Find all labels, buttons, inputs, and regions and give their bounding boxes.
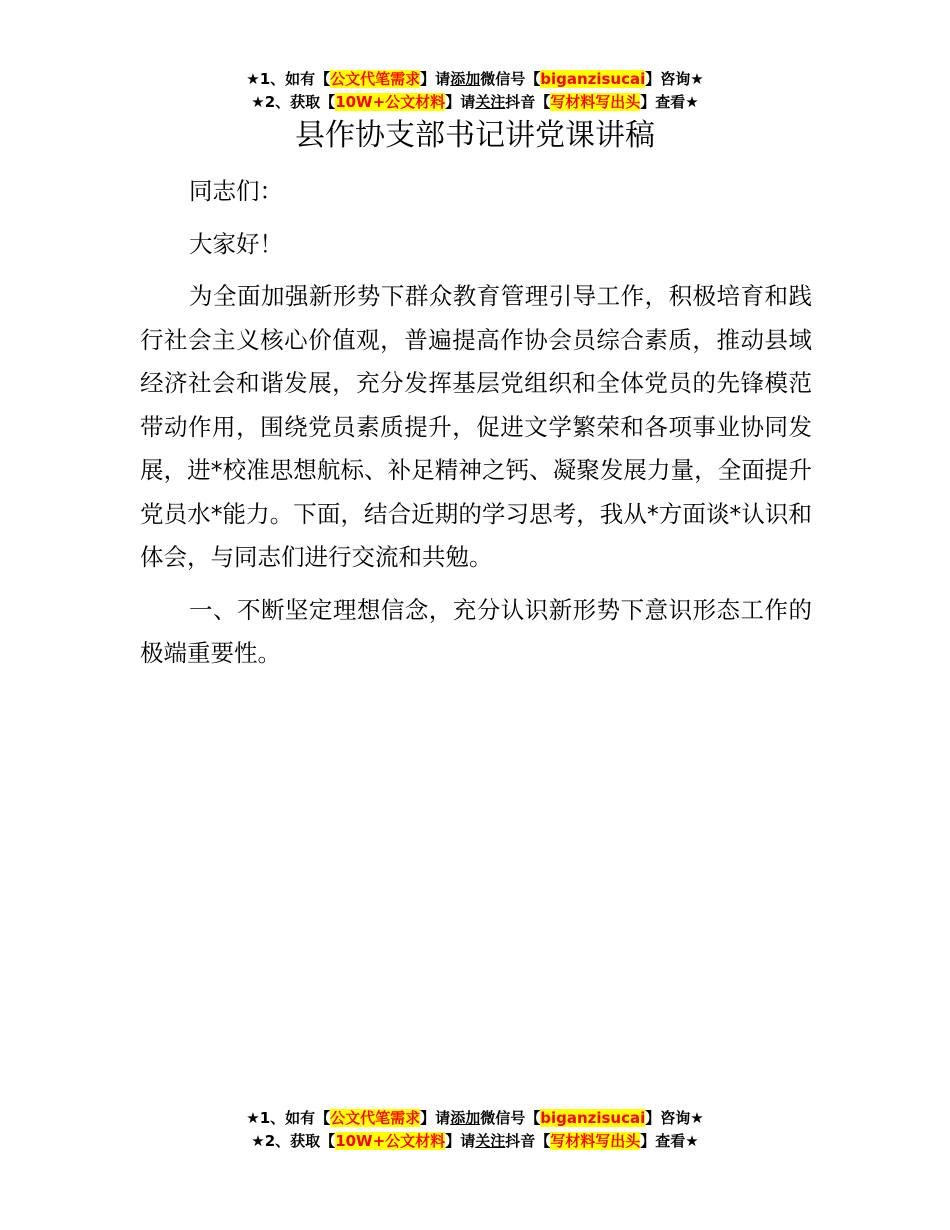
promo-text: ★2、获取【 — [251, 1132, 336, 1150]
promo-highlight: 写材料写出头 — [550, 1132, 641, 1150]
promo-text: 抖音【 — [505, 1132, 551, 1150]
promo-text: 】咨询★ — [645, 1109, 704, 1127]
header-promo-banner — [0, 68, 950, 114]
promo-highlight: biganzisucai — [540, 70, 646, 88]
promo-underlined-text: 添加 — [450, 70, 481, 88]
promo-highlight: 10W+公文材料 — [335, 1132, 446, 1150]
promo-underlined-text: 添加 — [450, 1109, 481, 1127]
footer-promo-banner — [0, 1107, 950, 1153]
document-title: 县作协支部书记讲党课讲稿 — [295, 118, 655, 153]
promo-text: 微信号【 — [480, 1109, 541, 1127]
promo-line-1 — [0, 1107, 950, 1130]
promo-text: 】请 — [420, 70, 451, 88]
promo-text: 】查看★ — [640, 1132, 699, 1150]
promo-underlined-text: 关注 — [475, 93, 506, 111]
document-body — [140, 170, 812, 685]
promo-highlight: 10W+公文材料 — [335, 93, 446, 111]
promo-highlight: 公文代笔需求 — [330, 70, 421, 88]
promo-highlight: 写材料写出头 — [550, 93, 641, 111]
promo-highlight: 公文代笔需求 — [330, 1109, 421, 1127]
promo-text: ★1、如有【 — [246, 1109, 331, 1127]
promo-text: 】查看★ — [640, 93, 699, 111]
promo-text: ★1、如有【 — [246, 70, 331, 88]
promo-underlined-text: 关注 — [475, 1132, 506, 1150]
promo-text: 】咨询★ — [645, 70, 704, 88]
promo-text: 微信号【 — [480, 70, 541, 88]
salutation: 同志们： — [189, 177, 283, 205]
promo-text: 】请 — [445, 1132, 476, 1150]
promo-text: 抖音【 — [505, 93, 551, 111]
promo-text: 】请 — [420, 1109, 451, 1127]
promo-line-1 — [0, 68, 950, 91]
promo-text: ★2、获取【 — [251, 93, 336, 111]
promo-line-2 — [0, 1130, 950, 1153]
promo-line-2 — [0, 91, 950, 114]
promo-text: 】请 — [445, 93, 476, 111]
promo-highlight: biganzisucai — [540, 1109, 646, 1127]
section-heading-1: 一、不断坚定理想信念，充分认识新形势下意识形态工作的极端重要性。 — [140, 595, 812, 667]
greeting: 大家好！ — [189, 229, 283, 258]
intro-paragraph: 为全面加强新形势下群众教育管理引导工作，积极培育和践行社会主义核心价值观，普遍提高作协会员综合素质，推动县域经济社会和谐发展，充分发挥基层党组织和全体党员的先锋模范带动作用，围绕党员素质提升，促进文学繁荣和各项事业协同发展，进*校准思想航标、补足精神之钙、凝聚发展力量，全面提升党员水*能力。下面，结合近期的学习思考，我从*方面谈*认识和体会，与同志们进行交流和共勉。 — [140, 282, 812, 571]
